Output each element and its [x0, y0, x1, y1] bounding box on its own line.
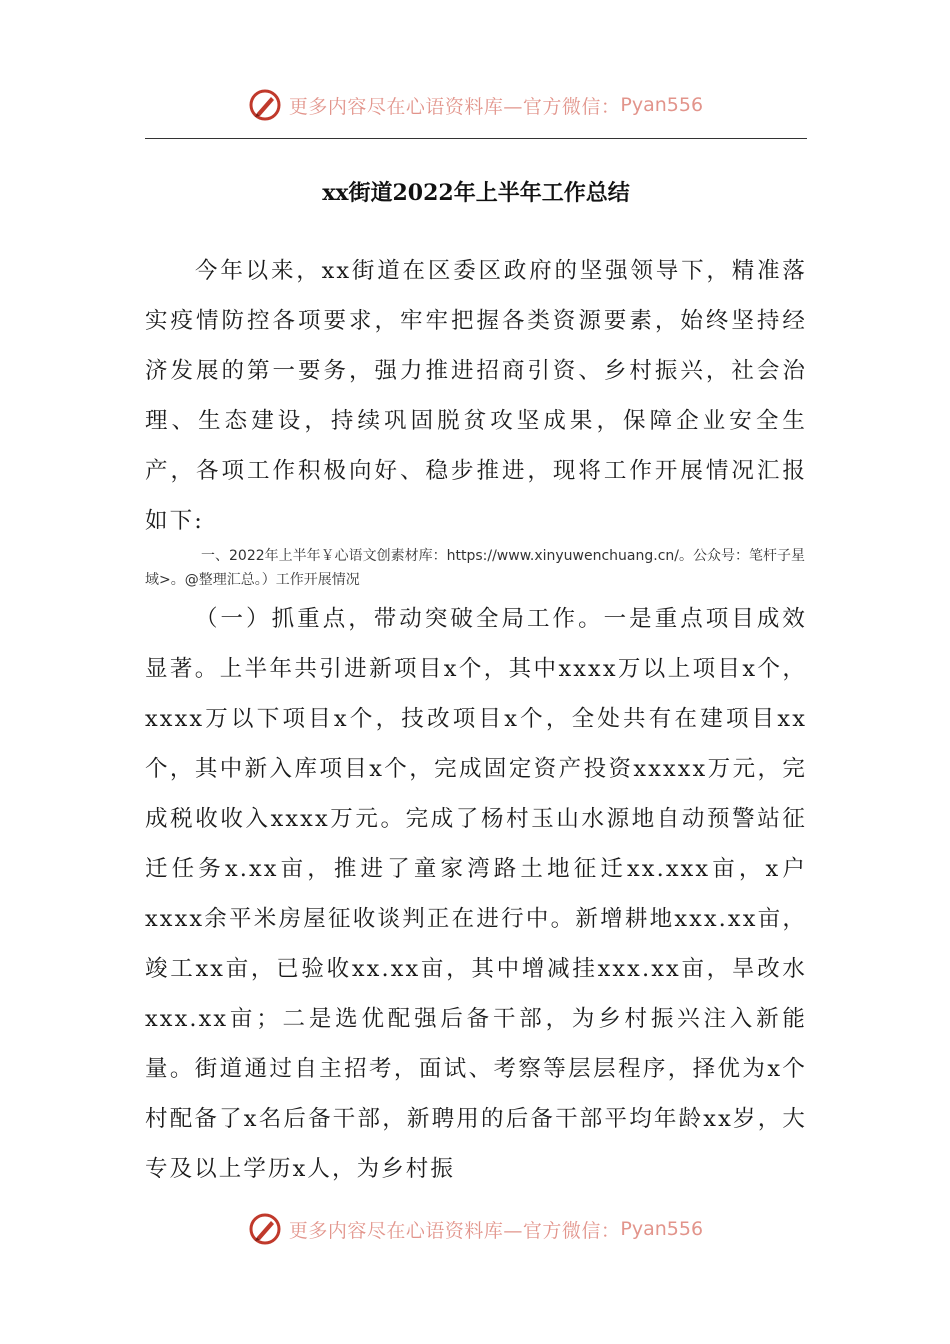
- pen-logo-icon: [247, 87, 283, 123]
- intro-paragraph: 今年以来，xx街道在区委区政府的坚强领导下，精准落实疫情防控各项要求，牢牢把握各类资源要素，始终坚持经济发展的第一要务，强力推进招商引资、乡村振兴，社会治理、生态建设，持续巩固脱贫攻坚成果，保障企业安全生产，各项工作积极向好、稳步推进，现将工作开展情况汇报如下:: [145, 258, 807, 534]
- section-body-paragraph: （一）抓重点，带动突破全局工作。一是重点项目成效显著。上半年共引进新项目x个，其中xxxx万以上项目x个，xxxx万以下项目x个，技改项目x个，全处共有在建项目xx个，其中新入库项目x个，完成固定资产投资xxxxx万元，完成税收收入xxxx万元。完成了杨村玉山水源地自动预警站征迁任务x.xx亩，推进了童家湾路土地征迁xx.xxx亩，x户xxxx余平米房屋征收谈判正在进行中。新增耕地xxx.xx亩，竣工xx亩，已验收xx.xx亩，其中增减挂xxx.xx亩，旱改水xxx.xx亩；二是选优配强后备干部，为乡村振兴注入新能量。街道通过自主招考，面试、考察等层层程序，择优为x个村配备了x名后备干部，新聘用的后备干部平均年龄xx岁，大专及以上学历x人，为乡村振: [145, 606, 807, 1182]
- section-heading: 一、2022年上半年￥心语文创素材库：https://www.xinyuwenchuang.cn/。公众号：笔杆子星域>。@整理汇总。）工作开展情况: [145, 548, 805, 588]
- footer-watermark-banner: [0, 1204, 950, 1254]
- banner-text: 更多内容尽在心语资料库—官方微信：: [288, 1219, 621, 1242]
- header-watermark-banner: [0, 80, 950, 130]
- pen-logo-icon: [247, 1211, 283, 1247]
- banner-wechat-id: Pyan556: [620, 1218, 704, 1240]
- header-rule: [145, 138, 807, 139]
- banner-text: 更多内容尽在心语资料库—官方微信：: [288, 95, 621, 118]
- banner-wechat-id: Pyan556: [620, 94, 704, 116]
- document-title: xx街道2022年上半年工作总结: [322, 180, 630, 206]
